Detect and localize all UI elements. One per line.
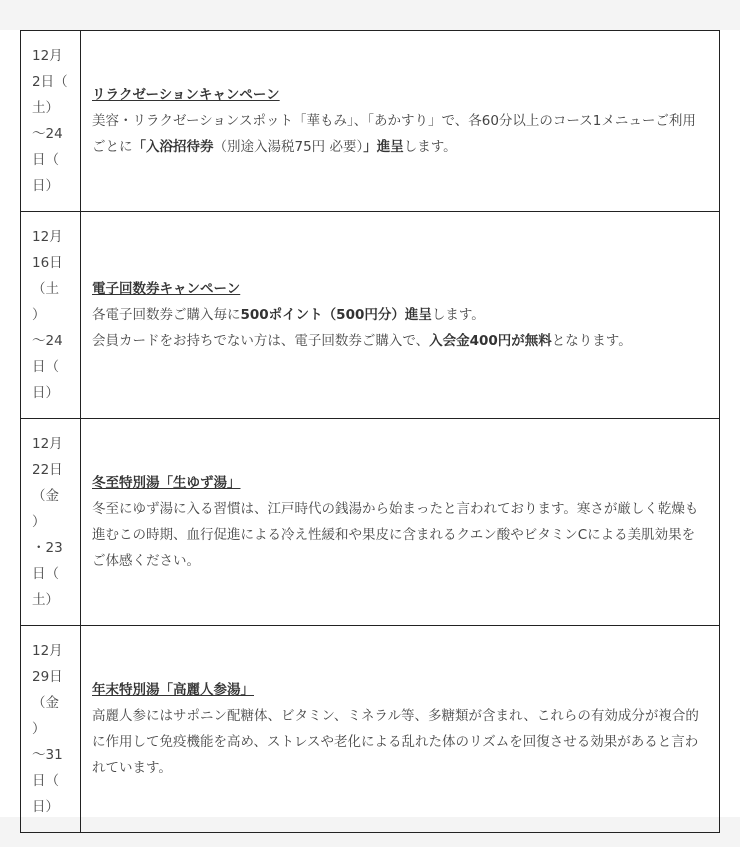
body-text: 各電子回数券ご購入毎に	[92, 307, 241, 323]
date-line: 16日	[32, 255, 63, 271]
table-row	[21, 626, 720, 833]
body-text-bold: 」進呈	[363, 139, 404, 155]
date-line: ）	[32, 307, 46, 323]
event-title: 電子回数券キャンペーン	[92, 281, 241, 297]
body-text: します。	[403, 139, 457, 155]
body-text: 会員カードをお持ちでない方は、電子回数券ご購入で、	[92, 333, 430, 349]
date-line: 土）	[32, 100, 59, 116]
event-description-line	[92, 328, 708, 354]
event-description: 冬至にゆず湯に入る習慣は、江戸時代の銭湯から始まったと言われております。寒さが厳しく乾燥も進むこの時期、血行促進による冷え性緩和や果皮に含まれるクエン酸やビタミンCによる美肌効果をご体感ください。	[92, 501, 699, 569]
date-line: ）	[32, 721, 46, 737]
table-row	[21, 212, 720, 419]
date-line: 日（	[32, 152, 59, 168]
table-row	[21, 31, 720, 212]
body-text-bold: 「入浴招待券	[132, 139, 214, 155]
date-line: 日（	[32, 359, 59, 375]
date-line: （金	[32, 695, 59, 711]
date-cell	[21, 419, 81, 626]
date-line: 22日	[32, 462, 63, 478]
body-text: となります。	[551, 333, 632, 349]
date-line: 日）	[32, 799, 59, 815]
event-title: 年末特別湯「高麗人参湯」	[92, 682, 254, 698]
content-cell	[81, 626, 720, 833]
date-cell	[21, 212, 81, 419]
page-content	[0, 30, 740, 817]
body-text: 美容・リラクゼーションスポット「華もみ」、「あかすり」で、各60分以上のコース1メニューご利用ごとに	[92, 113, 696, 155]
date-line: 日（	[32, 773, 59, 789]
date-line: （土	[32, 281, 59, 297]
body-text: します。	[431, 307, 485, 323]
date-cell	[21, 626, 81, 833]
date-line: 12月	[32, 229, 63, 245]
table-row	[21, 419, 720, 626]
date-line: 〜31	[32, 747, 63, 763]
date-line: 29日	[32, 669, 63, 685]
event-title: 冬至特別湯「生ゆず湯」	[92, 475, 241, 491]
event-description-line	[92, 302, 708, 328]
event-description	[92, 108, 708, 160]
body-text-bold: 入会金400円が無料	[429, 333, 552, 349]
date-line: 2日（	[32, 74, 68, 90]
date-line: 日（	[32, 566, 59, 582]
date-line: ・23	[32, 540, 63, 556]
events-table	[20, 30, 720, 833]
content-cell	[81, 212, 720, 419]
date-line: （金	[32, 488, 59, 504]
date-cell	[21, 31, 81, 212]
date-line: 〜24	[32, 333, 63, 349]
date-line: ）	[32, 514, 46, 530]
date-line: 12月	[32, 643, 63, 659]
body-text: （別途入湯税75円 必要）	[213, 139, 364, 155]
date-line: 12月	[32, 436, 63, 452]
body-text-bold: 500ポイント（500円分）進呈	[240, 307, 432, 323]
date-line: 12月	[32, 48, 63, 64]
date-line: 〜24	[32, 126, 63, 142]
event-title: リラクゼーションキャンペーン	[92, 87, 280, 103]
content-cell	[81, 419, 720, 626]
date-line: 土）	[32, 592, 59, 608]
event-description: 高麗人参にはサポニン配糖体、ビタミン、ミネラル等、多糖類が含まれ、これらの有効成分が複合的に作用して免疫機能を高め、ストレスや老化による乱れた体のリズムを回復させる効果があると言われています。	[92, 708, 699, 776]
date-line: 日）	[32, 178, 59, 194]
content-cell	[81, 31, 720, 212]
date-line: 日）	[32, 385, 59, 401]
